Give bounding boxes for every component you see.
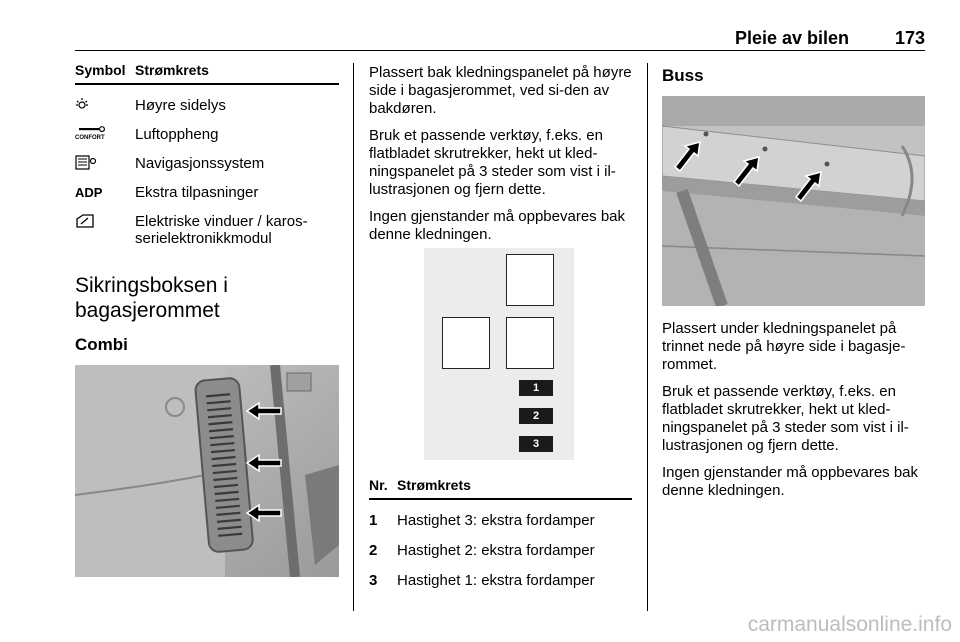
fuse-label: 1 [519,380,553,396]
table-row [75,97,339,114]
fuse-table-header [369,477,632,500]
row-symbol: ADP [75,185,103,200]
paragraph: Plassert under kledningspanelet på trinnet nede på høyre side i bagasje-rommet. [662,320,906,373]
combi-subtitle: Combi [75,335,128,354]
right-text [662,320,925,509]
air-suspension-comfort-icon [75,126,135,143]
table-row: 3 Hastighet 1: ekstra fordamper [369,572,595,589]
fuse-diagram [369,248,632,460]
section-title: Sikringsboksen i bagasjerommet [75,274,228,322]
fuse-table [369,477,632,590]
svg-text:CONFORT: CONFORT [75,135,105,141]
row-text: Ekstra tilpasninger [135,184,259,201]
watermark: carmanualsonline.info [747,613,952,636]
symbol-table-header [75,62,339,85]
power-window-icon [75,213,135,247]
paragraph: Bruk et passende verktøy, f.eks. en flatbladet skrutrekker, hekt ut kled-ningspanelet på 3 steder som vist i il-lustrasjonen og fjern dette. [369,127,616,198]
row-text: Navigasjonssystem [135,155,265,172]
table-row [75,213,339,247]
table-row: 1 Hastighet 3: ekstra fordamper [369,512,595,529]
combi-fuse-panel-photo [75,365,339,577]
circuit-column-header: Strømkrets [397,477,471,493]
page-number: 173 [894,28,925,48]
table-row: 2 Hastighet 2: ekstra fordamper [369,542,595,559]
paragraph: Plassert bak kledningspanelet på høyre side i bagasjerommet, ved si-den av bakdøren. [369,64,632,117]
right-column [662,66,925,86]
row-text: Luftoppheng [135,126,219,143]
fuse-slot [506,254,554,306]
symbol-column-header: Symbol [75,62,126,78]
paragraph: Ingen gjenstander må oppbevares bak denne kledningen. [662,464,919,499]
buss-fuse-panel-photo [662,96,925,306]
fuse-slot [442,317,490,369]
paragraph: Ingen gjenstander må oppbevares bak denne kledningen. [369,208,626,243]
column-divider [353,63,354,611]
row-text: Elektriske vinduer / karos-serielektronikkmodul [135,213,308,247]
buss-subtitle: Buss [662,66,704,85]
table-row [75,184,339,201]
sidelight-icon [75,97,135,114]
header-title: Pleie av bilen [734,28,849,48]
left-column [75,62,339,355]
middle-column [369,64,634,253]
fuse-slot [506,317,554,369]
paragraph: Bruk et passende verktøy, f.eks. en flatbladet skrutrekker, hekt ut kled-ningspanelet på 3 steder som vist i il-lustrasjonen og fjern dette. [662,383,909,454]
fuse-label: 3 [519,436,553,452]
nr-column-header: Nr. [369,477,388,493]
table-row [75,155,339,172]
fuse-label: 2 [519,408,553,424]
circuit-column-header: Strømkrets [135,62,209,78]
column-divider [647,63,648,611]
table-row [75,126,339,143]
row-text: Høyre sidelys [135,97,226,114]
navigation-icon [75,155,135,172]
page-header [75,28,925,51]
